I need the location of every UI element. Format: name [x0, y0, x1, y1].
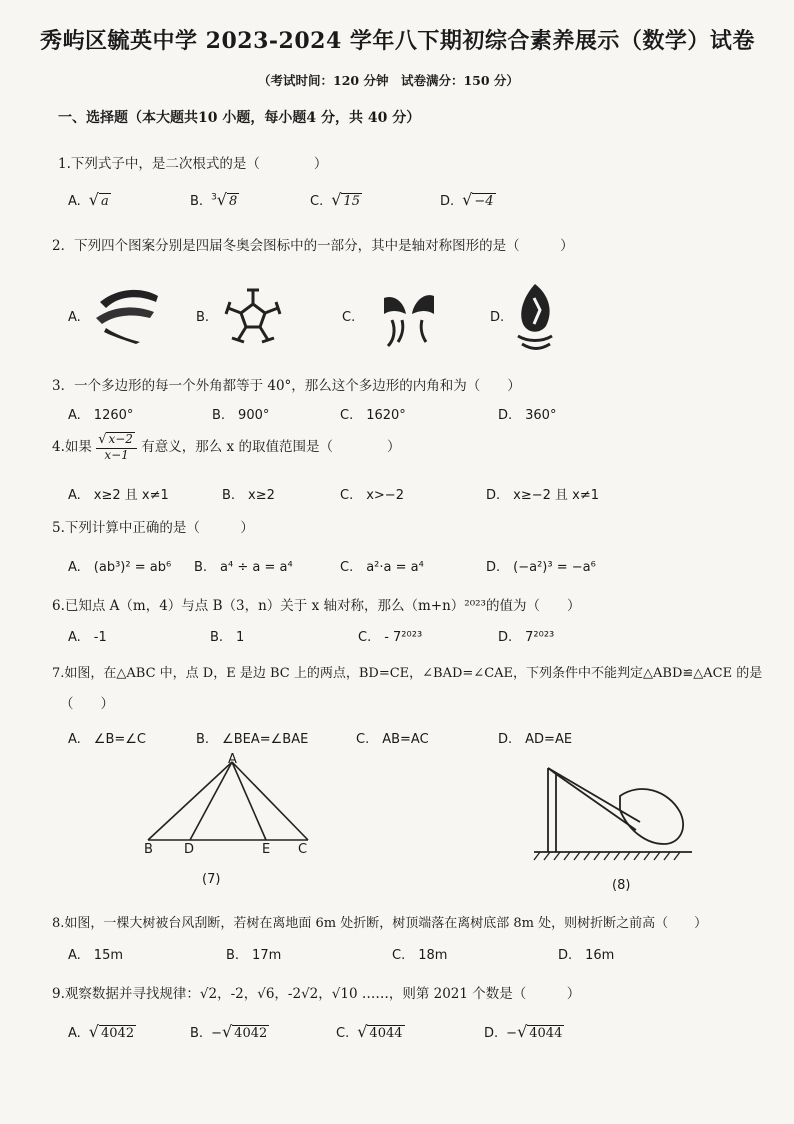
- q9-option-a: A. √ 4042: [68, 1022, 135, 1041]
- q2-stem: 2．下列四个图案分别是四届冬奥会图标中的一部分，其中是轴对称图形的是（ ）: [52, 238, 574, 254]
- q6-option-b: B. 1: [210, 630, 245, 645]
- q1-option-a: A. √ a: [68, 190, 109, 209]
- q6-option-c: C. - 7²⁰²³: [358, 630, 423, 645]
- q7-option-b: B. ∠BEA=∠BAE: [196, 732, 309, 747]
- q7-option-c: C. AB=AC: [356, 732, 429, 747]
- q4-fraction: $\frac{√ x-2}{x-1}$: [96, 432, 137, 463]
- q4-option-d: D. x≥−2 且 x≠1: [486, 488, 600, 503]
- q6-option-a: A. -1: [68, 630, 107, 645]
- q3-option-b: B. 900°: [212, 408, 270, 423]
- q8-stem: 8.如图，一棵大树被台风刮断，若树在离地面 6m 处折断，树顶端落在离树底部 8m 处，则树折断之前高（ ）: [52, 916, 708, 931]
- q4-option-c: C. x>−2: [340, 488, 404, 503]
- fig7-point-a: A: [228, 752, 237, 767]
- q5-option-b: B. a⁴ ÷ a = a⁴: [194, 560, 293, 575]
- q9-option-b: B. −√ 4042: [190, 1022, 268, 1041]
- figure-8-broken-tree: [528, 760, 698, 864]
- q7-option-d: D. AD=AE: [498, 732, 573, 747]
- q1-option-d: D. √ −4: [440, 190, 494, 209]
- emblem-d-image: [512, 280, 558, 354]
- q7-stem: 7.如图，在△ABC 中，点 D，E 是边 BC 上的两点，BD=CE，∠BAD=∠CAE，下列条件中不能判定△ABD≌△ACE 的是: [52, 666, 763, 681]
- exam-subtitle: （考试时间：120 分钟 试卷满分：150 分）: [258, 73, 519, 88]
- q1-option-c: C. √ 15: [310, 190, 360, 209]
- q5-stem: 5.下列计算中正确的是（ ）: [52, 520, 254, 536]
- q8-option-d: D. 16m: [558, 948, 615, 963]
- q7-paren: （ ）: [60, 696, 114, 712]
- q2-option-c-label: C.: [342, 310, 356, 325]
- q3-option-a: A. 1260°: [68, 408, 134, 423]
- q5-option-c: C. a²·a = a⁴: [340, 560, 424, 575]
- q9-stem: 9.观察数据并寻找规律：√2，-2，√6，-2√2，√10 ……，则第 2021 个数是（ ）: [52, 986, 581, 1002]
- q3-option-c: C. 1620°: [340, 408, 406, 423]
- fig7-point-b: B: [144, 842, 153, 857]
- q6-option-d: D. 7²⁰²³: [498, 630, 555, 645]
- section-heading: 一、选择题（本大题共10 小题，每小题4 分，共 40 分）: [58, 110, 421, 126]
- emblem-c-image: [378, 284, 440, 350]
- q3-option-d: D. 360°: [498, 408, 557, 423]
- q8-option-a: A. 15m: [68, 948, 124, 963]
- q9-option-d: D. −√ 4044: [484, 1022, 563, 1041]
- fig7-point-c: C: [298, 842, 308, 857]
- emblem-a-image: [92, 284, 164, 344]
- q2-option-a-label: A.: [68, 310, 81, 325]
- fig7-point-d: D: [184, 842, 195, 857]
- q4-option-a: A. x≥2 且 x≠1: [68, 488, 169, 503]
- q4-stem: 4.如果 $\frac{√ x-2}{x-1}$ 有意义，那么 x 的取值范围是（ ）: [52, 432, 401, 462]
- q5-option-d: D. (−a²)³ = −a⁶: [486, 560, 596, 575]
- q8-option-c: C. 18m: [392, 948, 448, 963]
- fig7-point-e: E: [262, 842, 271, 857]
- q7-option-a: A. ∠B=∠C: [68, 732, 146, 747]
- q8-option-b: B. 17m: [226, 948, 282, 963]
- q4-option-b: B. x≥2: [222, 488, 275, 503]
- q2-option-d-label: D.: [490, 310, 505, 325]
- figure-8-caption: (8): [612, 878, 631, 893]
- q2-option-b-label: B.: [196, 310, 210, 325]
- q6-stem: 6.已知点 A（m，4）与点 B（3，n）关于 x 轴对称，那么（m+n）²⁰²³的值为（ ）: [52, 598, 581, 614]
- emblem-b-image: [218, 284, 288, 350]
- exam-title: 秀屿区毓英中学 2023-2024 学年八下期初综合素养展示（数学）试卷: [40, 28, 755, 54]
- q1-option-b: B. $^3$√ 8: [190, 190, 238, 209]
- q3-stem: 3．一个多边形的每一个外角都等于 40°，那么这个多边形的内角和为（ ）: [52, 378, 521, 394]
- q9-option-c: C. √ 4044: [336, 1022, 403, 1041]
- figure-7-caption: (7): [202, 872, 221, 887]
- q5-option-a: A. (ab³)² = ab⁶: [68, 560, 172, 575]
- q1-stem: 1.下列式子中，是二次根式的是（ ）: [58, 156, 328, 172]
- figure-7-triangle: [140, 752, 320, 858]
